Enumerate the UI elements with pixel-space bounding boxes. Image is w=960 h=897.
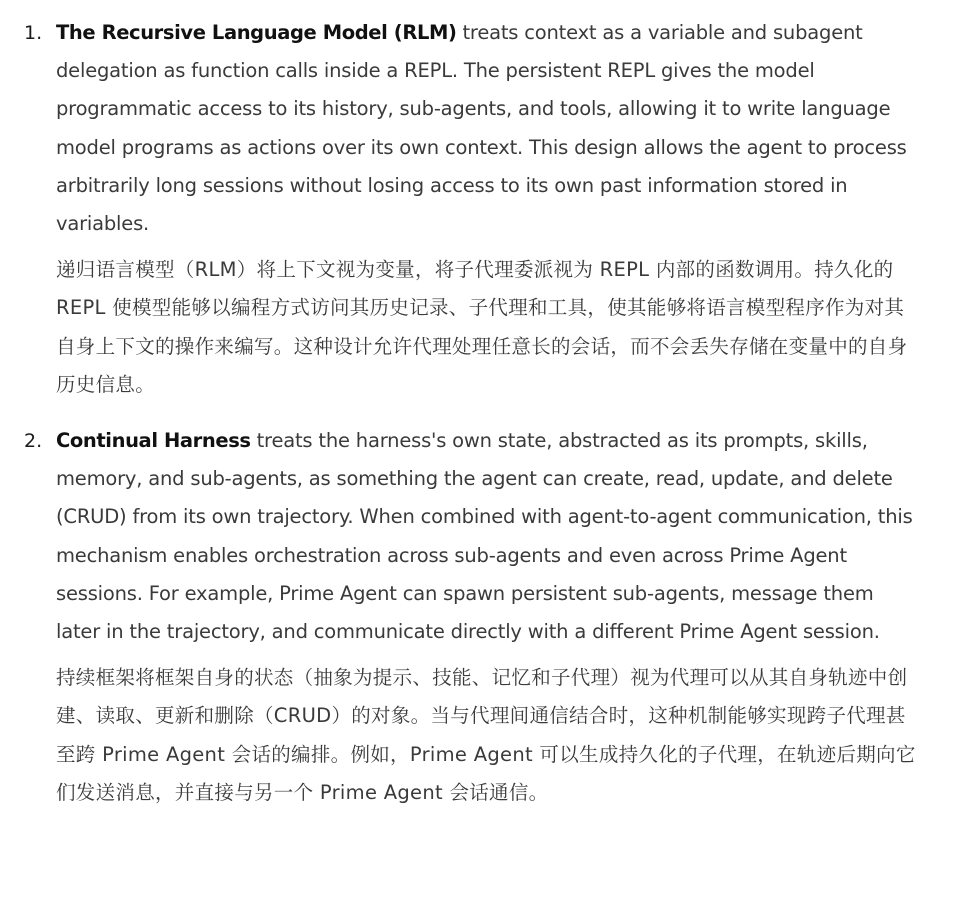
chinese-paragraph: 持续框架将框架自身的状态（抽象为提示、技能、记忆和子代理）视为代理可以从其自身轨迹中创建、读取、更新和删除（CRUD）的对象。当与代理间通信结合时，这种机制能够实现跨子代理甚至跨 Prime Agent 会话的编排。例如，Prime Agent 可以生成持久化的子代理，在轨迹后期向它们发送消息，并直接与另一个 Prime Agent 会话通信。: [56, 666, 916, 804]
english-paragraph: [56, 422, 920, 651]
list-item-content: [56, 14, 920, 404]
list-number: 1.: [24, 22, 43, 44]
english-paragraph: [56, 14, 920, 243]
list-number: 2.: [24, 430, 43, 453]
list-item: [24, 14, 920, 404]
chinese-paragraph: 递归语言模型（RLM）将上下文视为变量，将子代理委派视为 REPL 内部的函数调用。持久化的 REPL 使模型能够以编程方式访问其历史记录、子代理和工具，使其能够将语言模型程序作为对其自身上下文的操作来编写。这种设计允许代理处理任意长的会话，而不会丢失存储在变量中的自身历史信息。: [56, 258, 908, 396]
list-item: [24, 422, 920, 812]
english-text: treats the harness's own state, abstracted as its prompts, skills, memory, and sub-agents, as something the agent can create, read, update, and delete (CRUD) from its own trajectory. When combined with agent-to-agent communication, this mechanism enables orchestration across sub-agents and even across Prime Agent sessions. For example, Prime Agent can spawn persistent sub-agents, message them later in the trajectory, and communicate directly with a different Prime Agent session.: [56, 429, 913, 644]
english-text: treats context as a variable and subagent delegation as function calls inside a REPL. The persistent REPL gives the model programmatic access to its history, sub-agents, and tools, allowing it to write language model programs as actions over its own context. This design allows the agent to process arbitrarily long sessions without losing access to its own past information stored in variables.: [56, 21, 907, 236]
list-item-content: [56, 422, 920, 812]
term-heading: The Recursive Language Model (RLM): [56, 21, 457, 44]
term-heading: Continual Harness: [56, 429, 251, 453]
